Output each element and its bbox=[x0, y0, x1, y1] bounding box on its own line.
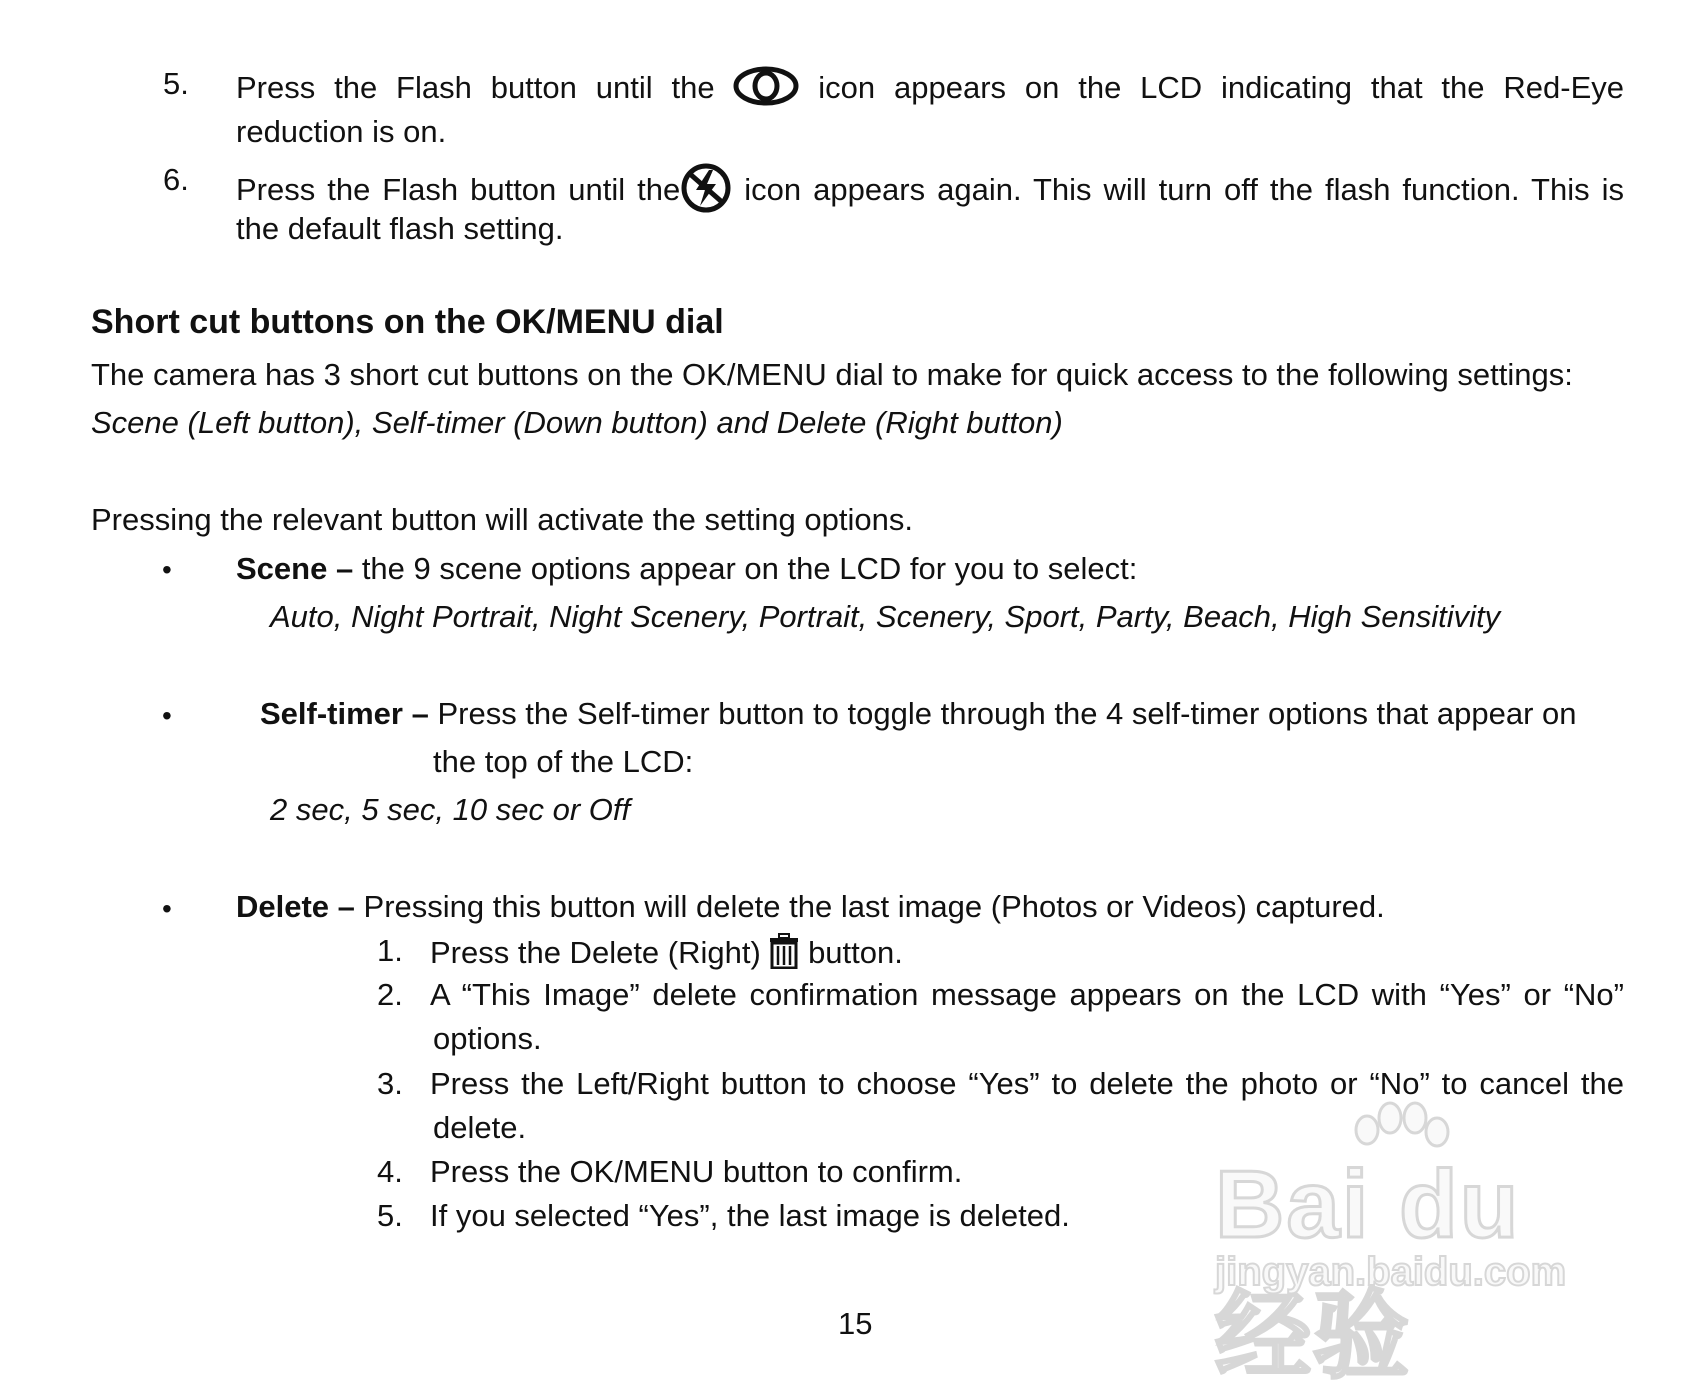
selftimer-text: Press the Self-timer button to toggle through the 4 self-timer options that appear on bbox=[428, 696, 1577, 731]
bullet-symbol: • bbox=[162, 700, 172, 731]
watermark-brand: Bai du 经验 bbox=[1215, 1151, 1521, 1390]
baidu-watermark bbox=[1215, 1110, 1615, 1390]
selftimer-continuation: the top of the LCD: bbox=[433, 744, 694, 779]
delete-step-5: If you selected “Yes”, the last image is deleted. bbox=[430, 1198, 1070, 1233]
flash-step-6-line: Press the Flash button until the icon appears again. This will turn off the flash function. This is bbox=[236, 162, 1624, 222]
watermark-url: jingyan.baidu.com bbox=[1215, 1250, 1567, 1294]
section-intro-italic: Scene (Left button), Self-timer (Down button) and Delete (Right button) bbox=[91, 405, 1063, 440]
flash-step-5-line: Press the Flash button until the icon appears on the LCD indicating that the Red-Eye bbox=[236, 66, 1624, 114]
delete-text: Pressing this button will delete the last image (Photos or Videos) captured. bbox=[354, 889, 1385, 924]
flash-step-6-continuation: the default flash setting. bbox=[236, 211, 564, 246]
page-number: 15 bbox=[838, 1306, 873, 1341]
delete-step-2-continuation: options. bbox=[433, 1021, 542, 1056]
delete-step-1: Press the Delete (Right) button. bbox=[430, 933, 903, 977]
step-number: 1. bbox=[377, 933, 403, 968]
section-heading: Short cut buttons on the OK/MENU dial bbox=[91, 303, 724, 341]
step-number: 2. bbox=[377, 977, 403, 1012]
flash-step-5-continuation: reduction is on. bbox=[236, 114, 447, 149]
trash-icon bbox=[769, 933, 799, 977]
step-number: 4. bbox=[377, 1154, 403, 1189]
delete-step-2: A “This Image” delete confirmation message appears on the LCD with “Yes” or “No” bbox=[430, 977, 1624, 1012]
selftimer-title: Self-timer – bbox=[260, 696, 429, 731]
flash-off-icon bbox=[680, 162, 732, 222]
scene-title: Scene – bbox=[236, 551, 354, 586]
section-intro: The camera has 3 short cut buttons on the OK/MENU dial to make for quick access to the following settings: bbox=[91, 357, 1573, 392]
scene-options: Auto, Night Portrait, Night Scenery, Portrait, Scenery, Sport, Party, Beach, High Sensitivity bbox=[270, 599, 1501, 634]
red-eye-icon bbox=[733, 66, 799, 114]
delete-step-4: Press the OK/MENU button to confirm. bbox=[430, 1154, 963, 1189]
step-number: 5. bbox=[163, 66, 189, 101]
scene-text: the 9 scene options appear on the LCD for you to select: bbox=[353, 551, 1138, 586]
step-number: 5. bbox=[377, 1198, 403, 1233]
delete-step-3: Press the Left/Right button to choose “Yes” to delete the photo or “No” to cancel the bbox=[430, 1066, 1624, 1101]
selftimer-bullet-line bbox=[260, 696, 1577, 732]
step-number: 6. bbox=[163, 162, 189, 197]
pressing-text: Pressing the relevant button will activate the setting options. bbox=[91, 502, 913, 537]
delete-step-3-continuation: delete. bbox=[433, 1110, 527, 1145]
bullet-symbol: • bbox=[162, 554, 172, 585]
step-number: 3. bbox=[377, 1066, 403, 1101]
delete-title: Delete – bbox=[236, 889, 355, 924]
delete-bullet-line bbox=[236, 889, 1385, 925]
selftimer-options: 2 sec, 5 sec, 10 sec or Off bbox=[270, 792, 631, 827]
bullet-symbol: • bbox=[162, 893, 172, 924]
scene-bullet-line bbox=[236, 551, 1137, 587]
